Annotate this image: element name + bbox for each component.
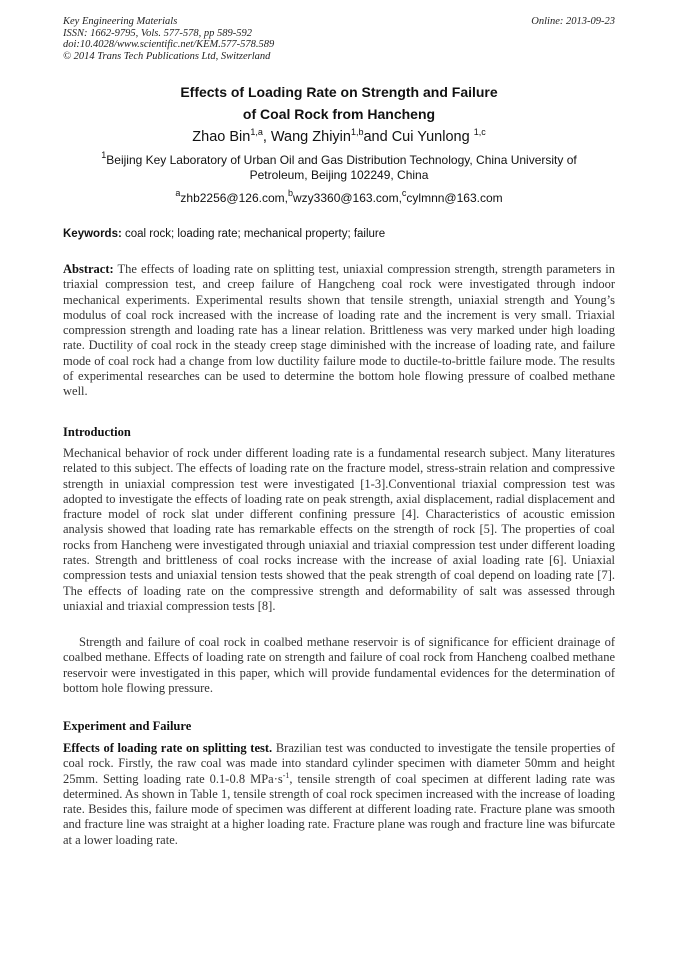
copyright-line: © 2014 Trans Tech Publications Ltd, Switzerland	[63, 50, 271, 62]
author-name: Zhao Bin	[192, 129, 251, 145]
introduction-paragraph-1: Mechanical behavior of rock under different loading rate is a fundamental research subject. Many literatures related to this subject. The effects of loading rate on the fracture model, stress-strain relation and compressive strength in uniaxial compression test were investigated [1-3].Conventional triaxial compression test was adopted to investigate the effects of loading rate on peak strength, axial displacement, radial displacement and fracture model of rock slat under different confining pressure [4]. Characteristics of acoustic emission analysis showed that loading rate has remarkable effects on the strength of rock [5]. The properties of coal rocks from Hancheng were investigated through uniaxial and triaxial compression test under different loading rates. Strength and brittleness of coal rocks increase with the increase of axial loading rate [6]. Uniaxial compression tests and uniaxial tension tests showed that the peak strength of coal depend on loading rate [7]. The effects of loading rate on the compressive strength and deformability of salt was assessed through uniaxial and triaxial compression tests [8].	[63, 446, 615, 613]
title-line-1: Effects of Loading Rate on Strength and Failure	[180, 84, 498, 100]
affiliation-text: Beijing Key Laboratory of Urban Oil and Gas Distribution Technology, China University of Petroleum, Beijing 102249, China	[106, 153, 577, 182]
issn-line: ISSN: 1662-9795, Vols. 577-578, pp 589-592	[63, 27, 252, 39]
section-heading-experiment: Experiment and Failure	[63, 719, 192, 733]
email-address: zhb2256@126.com,	[180, 191, 288, 205]
author-name: and Cui Yunlong	[363, 129, 470, 145]
abstract-text: The effects of loading rate on splitting test, uniaxial compression strength, strength parameters in triaxial compression test, and creep failure of Hangcheng coal rock were investigated through indoor mechanical experiments. Experimental results shown that tensile strength, uniaxial strength and Young’s modulus of coal rock increased with the increase of loading rate and the increment is very small. Triaxial compression strength and loading rate has a linear relation. Brittleness was very marked under high loading rate. Ductility of coal rock in the steady creep stage diminished with the increase of loading rate, and failure mode of coal rock had a change from low ductility failure mode to ductile-to-brittle failure mode. The results of experimental researches can be used to determine the bottom hole flowing pressure of coalbed methane well.	[63, 262, 615, 399]
author-emails	[63, 188, 615, 206]
email-superscript: b	[287, 188, 293, 198]
online-date: Online: 2013-09-23	[531, 16, 615, 27]
email-address: cylmnn@163.com	[406, 191, 503, 205]
journal-header	[63, 16, 615, 62]
author-list: Zhao Bin$^{1,a}$, Wang Zhiyin$^{1,b}$and Cui Yunlong $^{1,c}$	[192, 127, 486, 145]
unit-superscript: -1	[282, 770, 290, 780]
keywords-label: Keywords:	[63, 228, 122, 240]
email-superscript: c	[401, 188, 407, 198]
journal-name: Key Engineering Materials	[63, 16, 178, 27]
author-superscript: 1,a	[250, 127, 263, 137]
section-heading-introduction: Introduction	[63, 425, 131, 439]
paper-title	[63, 81, 615, 125]
abstract	[63, 262, 615, 400]
title-line-2: of Coal Rock from Hancheng	[242, 106, 436, 122]
email-superscript: a	[175, 188, 181, 198]
affiliation-superscript: 1	[101, 150, 107, 160]
keywords	[63, 227, 615, 242]
keywords-text: coal rock; loading rate; mechanical property; failure	[125, 228, 386, 240]
author-superscript: 1,c	[473, 127, 486, 137]
introduction-paragraph-2: Strength and failure of coal rock in coalbed methane reservoir is of significance for efficient drainage of coalbed methane. Effects of loading rate on strength and failure of coal rock from Hancheng coalbed methane reservoir were investigated in this paper, which will provide fundamental evidences for the determination of bottom hole flowing pressure.	[63, 635, 615, 695]
doi-line: doi:10.4028/www.scientific.net/KEM.577-578.589	[63, 39, 275, 50]
author-superscript: 1,b	[350, 127, 364, 137]
email-address: wzy3360@163.com,	[293, 191, 402, 205]
abstract-label: Abstract:	[63, 262, 114, 276]
author-name: Wang Zhiyin	[270, 129, 351, 145]
subsection-heading: Effects of loading rate on splitting test.	[63, 741, 273, 755]
experiment-paragraph-1	[63, 741, 615, 848]
affiliation	[80, 150, 598, 183]
experiment-text-part-2: , tensile strength of coal specimen at different lading rate was determined. As shown in Table 1, tensile strength of coal rock specimen increased with the increase of loading rate. Besides this, failure mode of specimen was different at different loading rate. Fracture plane was smooth and fracture line was straight at a higher loading rate. Fracture plane was rough and fracture line was bifurcate at a lower loading rate.	[63, 771, 615, 847]
experiment-text-part-1: Brazilian test was conducted to investigate the tensile properties of coal rock. Firstly, the raw coal was made into standard cylinder specimen with diameter 50mm and height 25mm. Setting loading rate 0.1-0.8 MPa·s	[63, 741, 615, 786]
